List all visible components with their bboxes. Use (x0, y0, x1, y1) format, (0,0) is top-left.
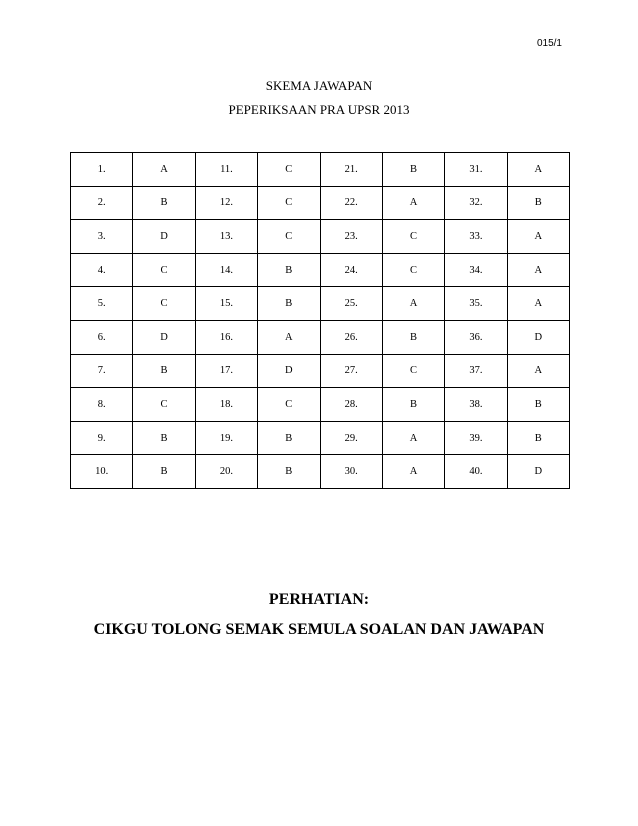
answer-cell: C (133, 253, 195, 287)
table-row (71, 421, 570, 455)
question-number-cell: 22. (320, 186, 382, 220)
answer-cell: D (507, 320, 569, 354)
answer-cell: B (133, 455, 195, 489)
answer-cell: A (382, 421, 444, 455)
answer-cell: A (507, 220, 569, 254)
question-number-cell: 40. (445, 455, 507, 489)
answer-cell: A (507, 253, 569, 287)
question-number-cell: 25. (320, 287, 382, 321)
table-row (71, 220, 570, 254)
question-number-cell: 10. (71, 455, 133, 489)
answer-cell: B (258, 253, 320, 287)
question-number-cell: 19. (195, 421, 257, 455)
answer-cell: C (133, 287, 195, 321)
answer-cell: B (133, 186, 195, 220)
question-number-cell: 7. (71, 354, 133, 388)
answer-cell: A (507, 287, 569, 321)
question-number-cell: 11. (195, 153, 257, 187)
question-number-cell: 21. (320, 153, 382, 187)
answer-cell: B (258, 421, 320, 455)
answer-cell: B (382, 320, 444, 354)
answer-cell: C (258, 220, 320, 254)
question-number-cell: 15. (195, 287, 257, 321)
answer-cell: A (382, 287, 444, 321)
answer-cell: B (382, 388, 444, 422)
answer-cell: B (507, 186, 569, 220)
table-row (71, 287, 570, 321)
answer-cell: D (507, 455, 569, 489)
question-number-cell: 6. (71, 320, 133, 354)
question-number-cell: 36. (445, 320, 507, 354)
answer-cell: A (507, 153, 569, 187)
notice-heading: PERHATIAN: (268, 591, 370, 608)
table-row (71, 354, 570, 388)
document-title: SKEMA JAWAPAN (265, 78, 373, 93)
question-number-cell: 35. (445, 287, 507, 321)
answer-cell: B (133, 421, 195, 455)
question-number-cell: 38. (445, 388, 507, 422)
answer-cell: A (382, 455, 444, 489)
question-number-cell: 30. (320, 455, 382, 489)
question-number-cell: 14. (195, 253, 257, 287)
question-number-cell: 34. (445, 253, 507, 287)
answer-cell: B (258, 455, 320, 489)
question-number-cell: 3. (71, 220, 133, 254)
answer-cell: B (382, 153, 444, 187)
question-number-cell: 39. (445, 421, 507, 455)
question-number-cell: 37. (445, 354, 507, 388)
table-row (71, 388, 570, 422)
table-row (71, 186, 570, 220)
answer-cell: A (507, 354, 569, 388)
answer-cell: B (133, 354, 195, 388)
question-number-cell: 9. (71, 421, 133, 455)
answer-cell: B (258, 287, 320, 321)
question-number-cell: 13. (195, 220, 257, 254)
answer-cell: D (133, 220, 195, 254)
question-number-cell: 2. (71, 186, 133, 220)
question-number-cell: 17. (195, 354, 257, 388)
question-number-cell: 20. (195, 455, 257, 489)
answer-cell: D (133, 320, 195, 354)
question-number-cell: 31. (445, 153, 507, 187)
answer-cell: A (133, 153, 195, 187)
question-number-cell: 24. (320, 253, 382, 287)
question-number-cell: 1. (71, 153, 133, 187)
question-number-cell: 4. (71, 253, 133, 287)
answer-cell: B (507, 421, 569, 455)
question-number-cell: 23. (320, 220, 382, 254)
page-code: 015/1 (536, 38, 562, 49)
table-row (71, 253, 570, 287)
answer-cell: C (382, 220, 444, 254)
answer-cell: C (133, 388, 195, 422)
answer-cell: B (507, 388, 569, 422)
answer-cell: C (382, 253, 444, 287)
answer-cell: C (258, 388, 320, 422)
answer-cell: A (258, 320, 320, 354)
question-number-cell: 5. (71, 287, 133, 321)
question-number-cell: 18. (195, 388, 257, 422)
table-row (71, 153, 570, 187)
question-number-cell: 8. (71, 388, 133, 422)
answer-cell: C (382, 354, 444, 388)
question-number-cell: 26. (320, 320, 382, 354)
question-number-cell: 16. (195, 320, 257, 354)
question-number-cell: 32. (445, 186, 507, 220)
answer-cell: A (382, 186, 444, 220)
answer-key-body (71, 153, 570, 489)
question-number-cell: 12. (195, 186, 257, 220)
table-row (71, 455, 570, 489)
answer-cell: C (258, 186, 320, 220)
table-row (71, 320, 570, 354)
answer-cell: D (258, 354, 320, 388)
answer-key-table (70, 152, 570, 489)
question-number-cell: 28. (320, 388, 382, 422)
answer-cell: C (258, 153, 320, 187)
question-number-cell: 33. (445, 220, 507, 254)
question-number-cell: 29. (320, 421, 382, 455)
notice-text: CIKGU TOLONG SEMAK SEMULA SOALAN DAN JAWAPAN (93, 621, 545, 638)
document-subtitle: PEPERIKSAAN PRA UPSR 2013 (228, 102, 410, 117)
question-number-cell: 27. (320, 354, 382, 388)
